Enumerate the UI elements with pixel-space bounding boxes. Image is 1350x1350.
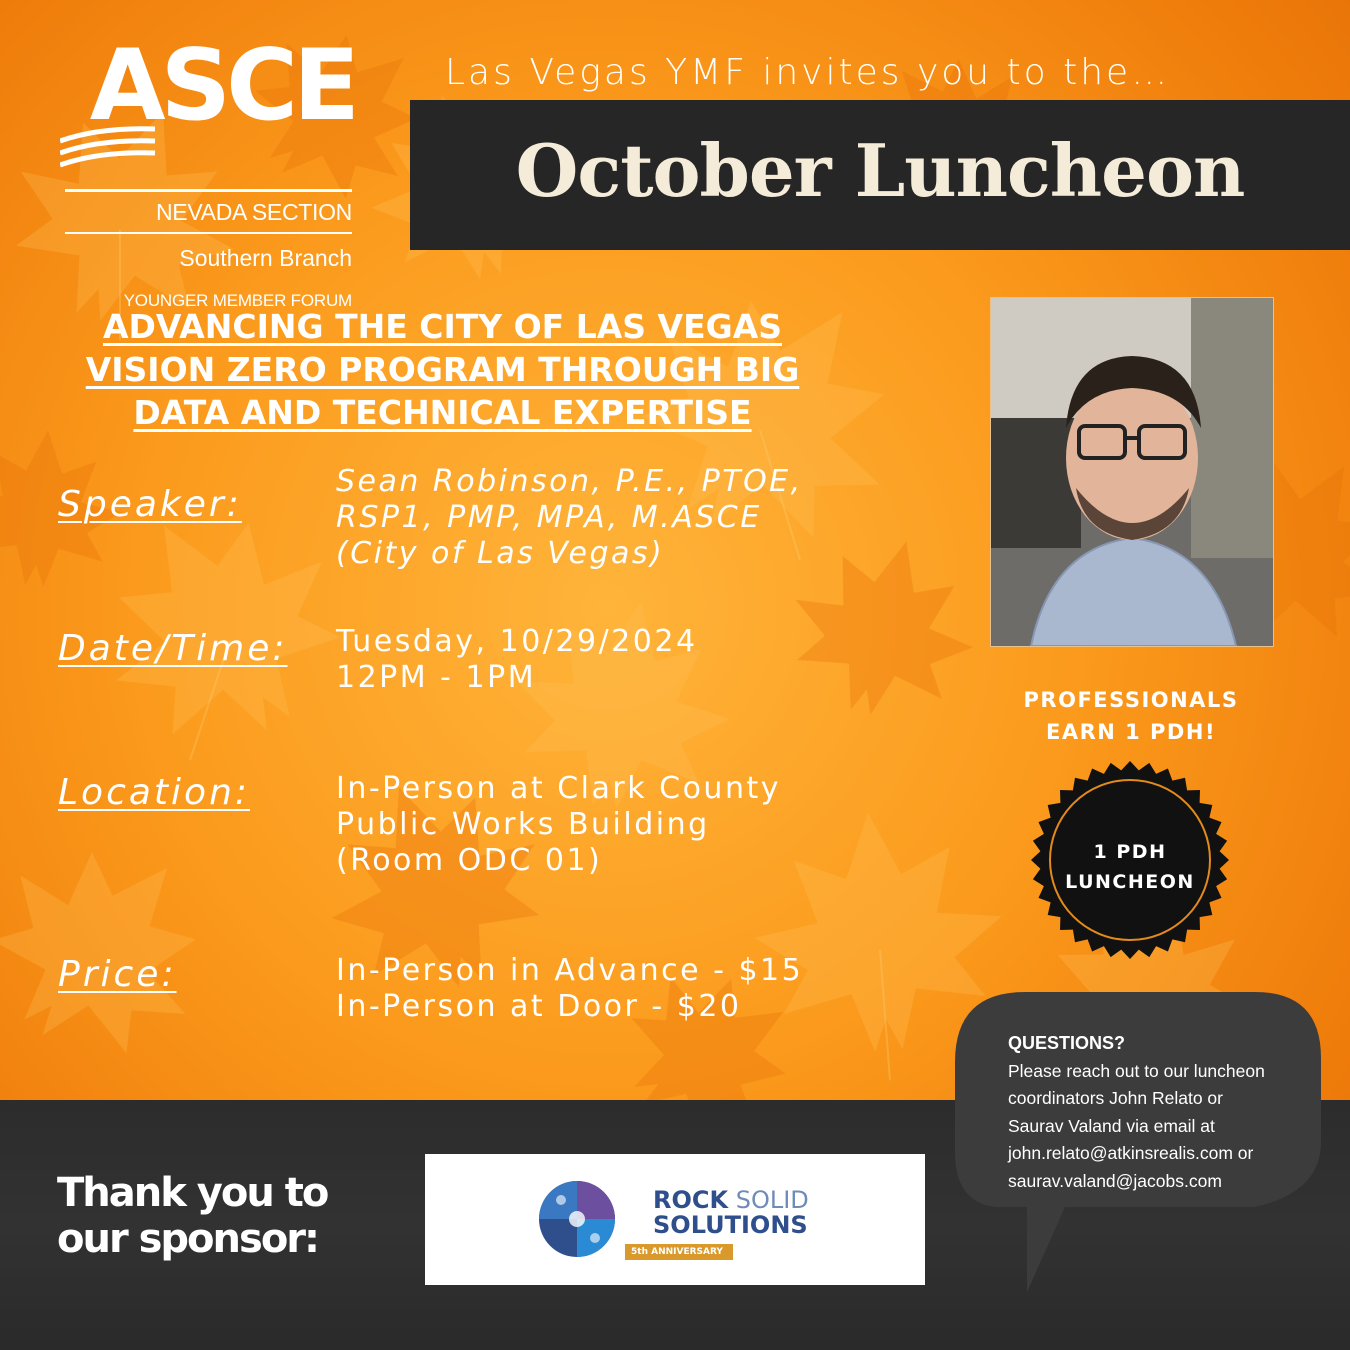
invite-line: Las Vegas YMF invites you to the… xyxy=(445,52,1171,93)
location-value xyxy=(336,771,781,879)
questions-line: coordinators John Relato or xyxy=(1008,1088,1223,1108)
speaker-line: Sean Robinson, P.E., PTOE, xyxy=(336,464,803,499)
location-line: (Room ODC 01) xyxy=(336,843,603,878)
questions-email-line: saurav.valand@jacobs.com xyxy=(1008,1170,1222,1191)
sponsor-rock-word: ROCK xyxy=(653,1186,729,1214)
datetime-line: Tuesday, 10/29/2024 xyxy=(336,624,698,659)
speaker-label: Speaker: xyxy=(58,484,242,525)
asce-logo xyxy=(60,29,355,310)
badge-line: LUNCHEON xyxy=(1065,871,1195,893)
questions-text xyxy=(1008,1030,1298,1195)
sponsor-name-bottom: SOLUTIONS xyxy=(653,1211,808,1239)
thanks-line: Thank you to xyxy=(57,1170,328,1216)
speaker-line: RSP1, PMP, MPA, M.ASCE xyxy=(336,500,762,535)
speaker-value xyxy=(336,464,803,572)
asce-swoosh-icon xyxy=(60,123,160,183)
asce-wordmark: ASCE xyxy=(89,29,355,143)
talk-title: ADVANCING THE CITY OF LAS VEGAS VISION ZERO PROGRAM THROUGH BIG DATA AND TECHNICAL EXPERTISE xyxy=(85,307,800,432)
datetime-value xyxy=(336,624,698,696)
sponsor-anniversary-ribbon: 5th ANNIVERSARY xyxy=(625,1244,733,1260)
location-line: In-Person at Clark County xyxy=(336,771,781,806)
logo-forum-name: YOUNGER MEMBER FORUM xyxy=(123,291,352,310)
sponsor-thanks xyxy=(57,1170,327,1262)
datetime-line: 12PM - 1PM xyxy=(336,660,537,695)
sponsor-logo-panel xyxy=(425,1154,925,1285)
speaker-line: (City of Las Vegas) xyxy=(336,536,665,571)
logo-section-name: NEVADA SECTION xyxy=(155,199,352,225)
badge-line: 1 PDH xyxy=(1093,841,1167,863)
price-label: Price: xyxy=(58,954,177,995)
location-label: Location: xyxy=(58,772,251,813)
questions-email-line: john.relato@atkinsrealis.com or xyxy=(1008,1143,1254,1163)
logo-divider xyxy=(65,189,352,192)
questions-line: Saurav Valand via email at xyxy=(1008,1115,1215,1136)
sponsor-solid-word: SOLID xyxy=(735,1186,809,1214)
questions-heading: QUESTIONS? xyxy=(1008,1033,1126,1053)
location-line: Public Works Building xyxy=(336,807,710,842)
questions-line: Please reach out to our luncheon xyxy=(1008,1060,1265,1081)
price-line: In-Person at Door - $20 xyxy=(336,989,742,1024)
price-line: In-Person in Advance - $15 xyxy=(336,953,804,988)
pdh-note-line: PROFESSIONALS xyxy=(1023,688,1239,712)
logo-branch-name: Southern Branch xyxy=(179,245,352,271)
title-banner xyxy=(410,100,1350,250)
speaker-photo xyxy=(990,297,1274,647)
sponsor-name-top xyxy=(653,1186,809,1214)
pdh-note xyxy=(1000,684,1262,748)
thanks-line: our sponsor: xyxy=(57,1216,319,1262)
pdh-note-line: EARN 1 PDH! xyxy=(1045,720,1217,744)
pdh-badge-text xyxy=(1030,837,1230,897)
puzzle-globe-icon xyxy=(537,1168,617,1270)
logo-divider-lower xyxy=(65,232,352,234)
datetime-label: Date/Time: xyxy=(58,628,288,669)
price-value xyxy=(336,953,803,1025)
event-title: October Luncheon xyxy=(515,128,1245,213)
